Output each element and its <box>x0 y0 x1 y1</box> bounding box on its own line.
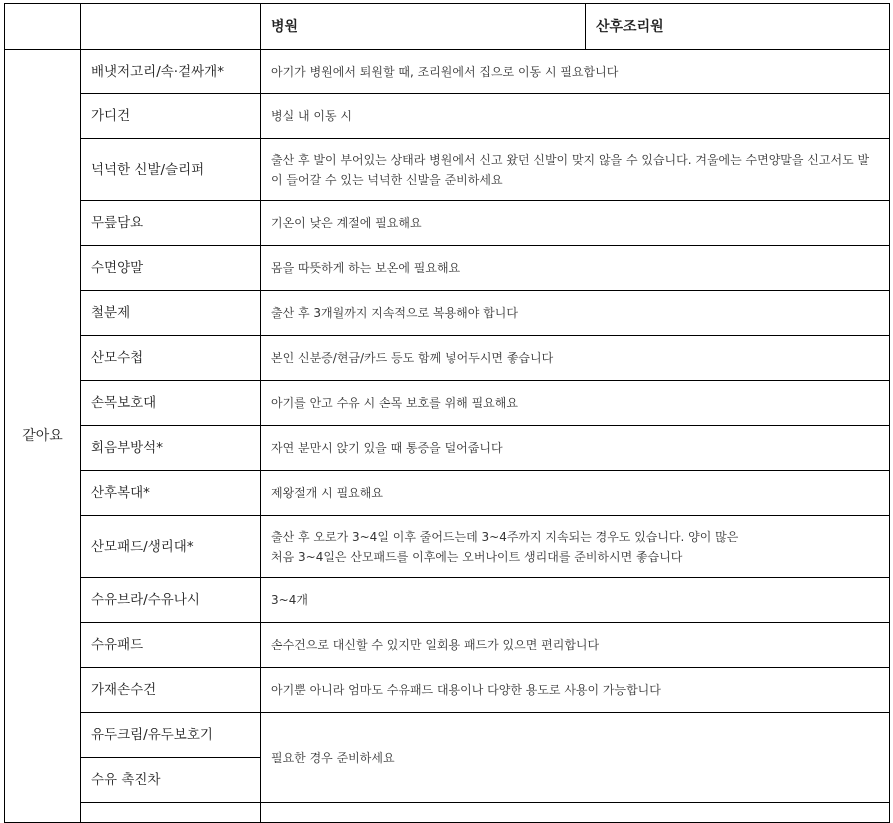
table-row <box>5 336 890 381</box>
header-blank-1 <box>5 4 81 50</box>
item-name: 철분제 <box>81 291 261 336</box>
item-name: 가디건 <box>81 94 261 139</box>
item-description-line-2: 처음 3~4일은 산모패드를 이후에는 오버나이트 생리대를 준비하시면 좋습니다 <box>271 549 683 564</box>
table-row <box>5 246 890 291</box>
item-description: 자연 분만시 앉기 있을 때 통증을 덜어줍니다 <box>261 426 890 471</box>
header-blank-2 <box>81 4 261 50</box>
shared-description: 필요한 경우 준비하세요 <box>261 713 890 803</box>
item-name: 산모패드/생리대* <box>81 516 261 578</box>
item-description: 몸을 따뜻하게 하는 보온에 필요해요 <box>261 246 890 291</box>
table-row <box>5 471 890 516</box>
item-name: 넉넉한 신발/슬리퍼 <box>81 139 261 201</box>
header-postpartum-center: 산후조리원 <box>586 4 890 50</box>
item-name: 가재손수건 <box>81 668 261 713</box>
item-name: 무릎담요 <box>81 201 261 246</box>
header-hospital: 병원 <box>261 4 586 50</box>
item-description: 아기뿐 아니라 엄마도 수유패드 대용이나 다양한 용도로 사용이 가능합니다 <box>261 668 890 713</box>
table-row <box>5 713 890 758</box>
item-name: 산모수첩 <box>81 336 261 381</box>
item-name: 배냇저고리/속·겉싸개* <box>81 50 261 94</box>
item-description-cut <box>261 803 890 823</box>
item-description: 3~4개 <box>261 578 890 623</box>
item-description: 제왕절개 시 필요해요 <box>261 471 890 516</box>
item-description: 병실 내 이동 시 <box>261 94 890 139</box>
item-description: 출산 후 발이 부어있는 상태라 병원에서 신고 왔던 신발이 맞지 않을 수 있습니다. 겨울에는 수면양말을 신고서도 발이 들어갈 수 있는 넉넉한 신발을 준비하세요 <box>261 139 890 201</box>
item-name-cut <box>81 803 261 823</box>
item-name: 회음부방석* <box>81 426 261 471</box>
item-description-line-1: 출산 후 오로가 3~4일 이후 줄어드는데 3~4주까지 지속되는 경우도 있습니다. 양이 많은 <box>271 529 739 544</box>
item-description: 손수건으로 대신할 수 있지만 일회용 패드가 있으면 편리합니다 <box>261 623 890 668</box>
table-row <box>5 516 890 578</box>
table-row <box>5 139 890 201</box>
item-name: 산후복대* <box>81 471 261 516</box>
table-row <box>5 291 890 336</box>
table-row <box>5 201 890 246</box>
table-row <box>5 426 890 471</box>
table-row <box>5 668 890 713</box>
item-description: 본인 신분증/현금/카드 등도 함께 넣어두시면 좋습니다 <box>261 336 890 381</box>
group-label-same: 같아요 <box>5 50 81 823</box>
header-row <box>5 4 890 50</box>
item-description: 기온이 낮은 계절에 필요해요 <box>261 201 890 246</box>
item-name: 수유브라/수유나시 <box>81 578 261 623</box>
item-name: 수유 촉진차 <box>81 758 261 803</box>
item-description: 아기가 병원에서 퇴원할 때, 조리원에서 집으로 이동 시 필요합니다 <box>261 50 890 94</box>
item-name: 수유패드 <box>81 623 261 668</box>
item-name: 손목보호대 <box>81 381 261 426</box>
table-row <box>5 578 890 623</box>
item-description <box>261 516 890 578</box>
table-row <box>5 50 890 94</box>
table-row-partial <box>5 803 890 823</box>
table-row <box>5 381 890 426</box>
checklist-table <box>4 3 890 823</box>
item-name: 수면양말 <box>81 246 261 291</box>
item-description: 아기를 안고 수유 시 손목 보호를 위해 필요해요 <box>261 381 890 426</box>
item-description: 출산 후 3개월까지 지속적으로 복용해야 합니다 <box>261 291 890 336</box>
item-name: 유두크림/유두보호기 <box>81 713 261 758</box>
table-row <box>5 94 890 139</box>
table-row <box>5 623 890 668</box>
